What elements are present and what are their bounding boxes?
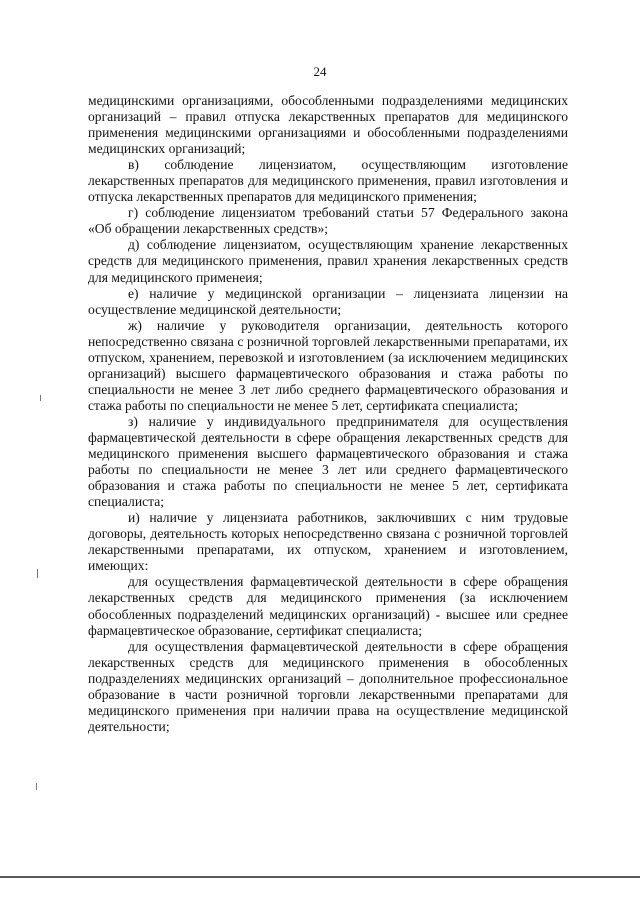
paragraph-item-d: д) соблюдение лицензиатом, осуществляющим хранение лекарственных средств для медицинского применения, правил хранения лекарственных средств для медицинского применеия; <box>88 237 568 285</box>
paragraph-sub-item-1: для осуществления фармацевтической деятельности в сфере обращения лекарственных средств для медицинского применения (за исключением обособленных подразделений медицинских организаций) - высшее или среднее фармацевтическое образование, сертификат специалиста; <box>88 574 568 638</box>
document-body <box>88 93 568 735</box>
paragraph-item-v: в) соблюдение лицензиатом, осуществляющим изготовление лекарственных препаратов для медицинского применения, правил изготовления и отпуска лекарственных препаратов для медицинского применения; <box>88 157 568 205</box>
paragraph-item-zh: ж) наличие у руководителя организации, деятельность которого непосредственно связана с розничной торговлей лекарственными препаратами, их отпуском, хранением, перевозкой и изготовлением (за исключением медицинских организаций) высшего фармацевтического образования и стажа работы по специальности не менее 3 лет либо среднего фармацевтического образования и стажа работы по специальности не менее 5 лет, сертификата специалиста; <box>88 317 568 413</box>
paragraph-item-z: з) наличие у индивидуального предпринимателя для осуществления фармацевтической деятельности в сфере обращения лекарственных средств для медицинского применения высшего фармацевтического образования и стажа работы по специальности не менее 3 лет или среднего фармацевтического образования и стажа работы по специальности не менее 5 лет, сертификата специалиста; <box>88 413 568 510</box>
page-number: 24 <box>313 64 327 79</box>
paragraph-item-i: и) наличие у лицензиата работников, заключивших с ним трудовые договоры, деятельность которых непосредственно связана с розничной торговлей лекарственными препаратами, их отпуском, хранением и изготовлением, имеющих: <box>88 510 568 574</box>
scan-mark <box>37 569 38 578</box>
paragraph-item-e: е) наличие у медицинской организации – лицензиата лицензии на осуществление медицинской деятельности; <box>88 285 568 317</box>
paragraph-sub-item-2: для осуществления фармацевтической деятельности в сфере обращения лекарственных средств для медицинского применения в обособленных подразделениях медицинских организаций – дополнительное профессиональное образование в части розничной торговли лекарственными препаратами для медицинского применения при наличии права на осуществление медицинской деятельности; <box>88 638 568 734</box>
scan-mark <box>40 395 41 401</box>
paragraph-item-g: г) соблюдение лицензиатом требований статьи 57 Федерального закона «Об обращении лекарственных средств»; <box>88 205 568 237</box>
paragraph-continuation: медицинскими организациями, обособленными подразделениями медицинских организаций – правил отпуска лекарственных препаратов для медицинского применения медицинскими организациями и обособленными подразделениями медицинских организаций; <box>88 93 568 157</box>
scan-bottom-edge <box>0 876 640 878</box>
scan-mark <box>36 783 37 790</box>
